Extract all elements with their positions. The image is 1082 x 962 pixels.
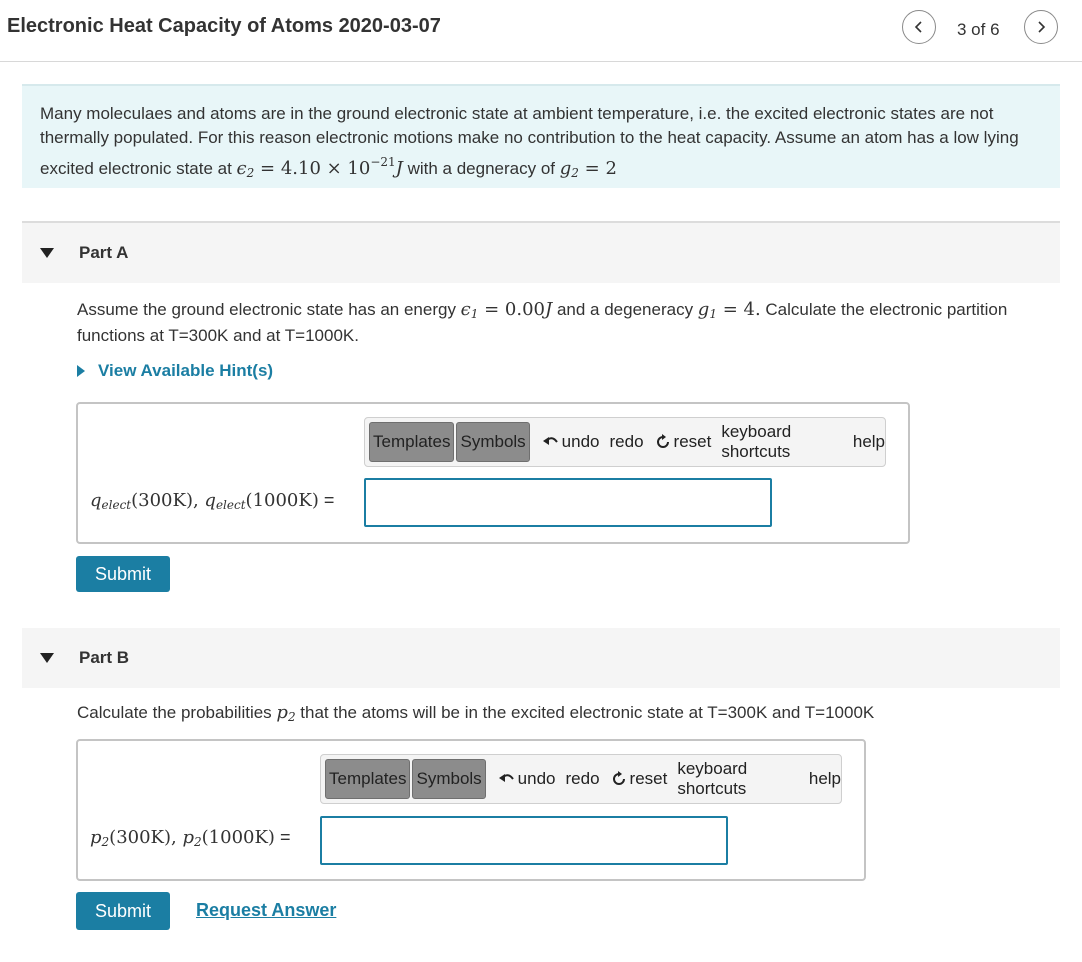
part-a-label: Part A [79,243,129,262]
g-1: $g_1$ [697,299,717,321]
symbols-button[interactable]: Symbols [412,759,485,799]
reset-circular-arrow-icon [654,433,672,451]
part-a-submit-button[interactable]: Submit [76,556,170,592]
request-answer-link[interactable]: Request Answer [196,900,337,920]
view-hints-link[interactable]: View Available Hint(s) [77,361,273,381]
chevron-right-icon [1034,20,1048,34]
epsilon-1: $\epsilon_1$ [460,299,479,321]
g-2-value: = 2 [578,158,617,179]
next-item-button[interactable] [1024,10,1058,44]
collapse-caret-icon[interactable] [40,248,54,258]
page-title: Electronic Heat Capacity of Atoms 2020-03-07 [7,15,441,37]
problem-intro: Many moleculaes and atoms are in the ground electronic state at ambient temperature, i.e. the excited electronic states are not thermally populated. For this reason electronic motions make no contribution to the heat capacity. Assume an atom has a low lying excited electronic state at $\epsilon_2 = 4.10 \times 10^{-21}J$ with a degneracy of $g_2 = 2$ [22,84,1060,188]
previous-item-button[interactable] [902,10,936,44]
part-b-label: Part B [79,648,130,667]
templates-button[interactable]: Templates [369,422,454,462]
reset-button[interactable]: reset [610,769,668,789]
part-b-answer-input[interactable] [320,816,728,865]
part-b-header[interactable] [22,628,1060,688]
p-2: $p_2$ [276,702,296,724]
part-a-header[interactable] [22,223,1060,283]
chevron-left-icon [912,20,926,34]
redo-button[interactable]: redo [565,769,600,788]
part-a-answer-input[interactable] [364,478,772,527]
undo-button[interactable]: undo [542,432,600,452]
undo-arrow-icon [498,770,516,788]
undo-button[interactable]: undo [498,769,556,789]
reset-button[interactable]: reset [654,432,712,452]
part-b-submit-button[interactable]: Submit [76,892,170,930]
undo-arrow-icon [542,433,560,451]
part-a-question: Assume the ground electronic state has an energy $\epsilon_1 = 0.00J$ and a degeneracy $g_1 = 4$. Calculate the electronic partition functions at T=300K and at T=1000K. [77,299,1008,345]
part-b-equation-label: $p_2(300K)$, $p_2(1000K)$ = [90,827,291,849]
intro-text: Many moleculaes and atoms are in the ground electronic state at ambient temperature, i.e. the excited electronic states are not thermally populated. For this reason electronic motions make no contribution to the heat capacity. Assume an atom has a low lying excited electronic state at [40,104,1019,178]
help-button[interactable]: help [808,769,841,788]
keyboard-shortcuts-button[interactable]: keyboard shortcuts [677,759,748,798]
expand-caret-icon [77,365,85,377]
templates-button[interactable]: Templates [325,759,410,799]
item-counter: 3 of 6 [957,20,1000,39]
epsilon-2: $\epsilon_2$ [236,158,255,180]
collapse-caret-icon[interactable] [40,653,54,663]
part-b-math-toolbar [320,754,842,804]
symbols-button[interactable]: Symbols [456,422,529,462]
part-b-question: Calculate the probabilities $p_2$ that the atoms will be in the excited electronic state at T=300K and T=1000K [77,702,875,724]
reset-circular-arrow-icon [610,770,628,788]
part-a-math-toolbar [364,417,886,467]
help-button[interactable]: help [852,432,885,451]
redo-button[interactable]: redo [609,432,644,451]
part-a-equation-label: $q_{elect}(300K)$, $q_{elect}(1000K)$ = [90,490,335,512]
g-2: $g_2$ [559,158,579,180]
epsilon-2-value: 4.10 × 10 [280,158,371,179]
keyboard-shortcuts-button[interactable]: keyboard shortcuts [721,422,792,461]
page-header [0,0,1082,62]
